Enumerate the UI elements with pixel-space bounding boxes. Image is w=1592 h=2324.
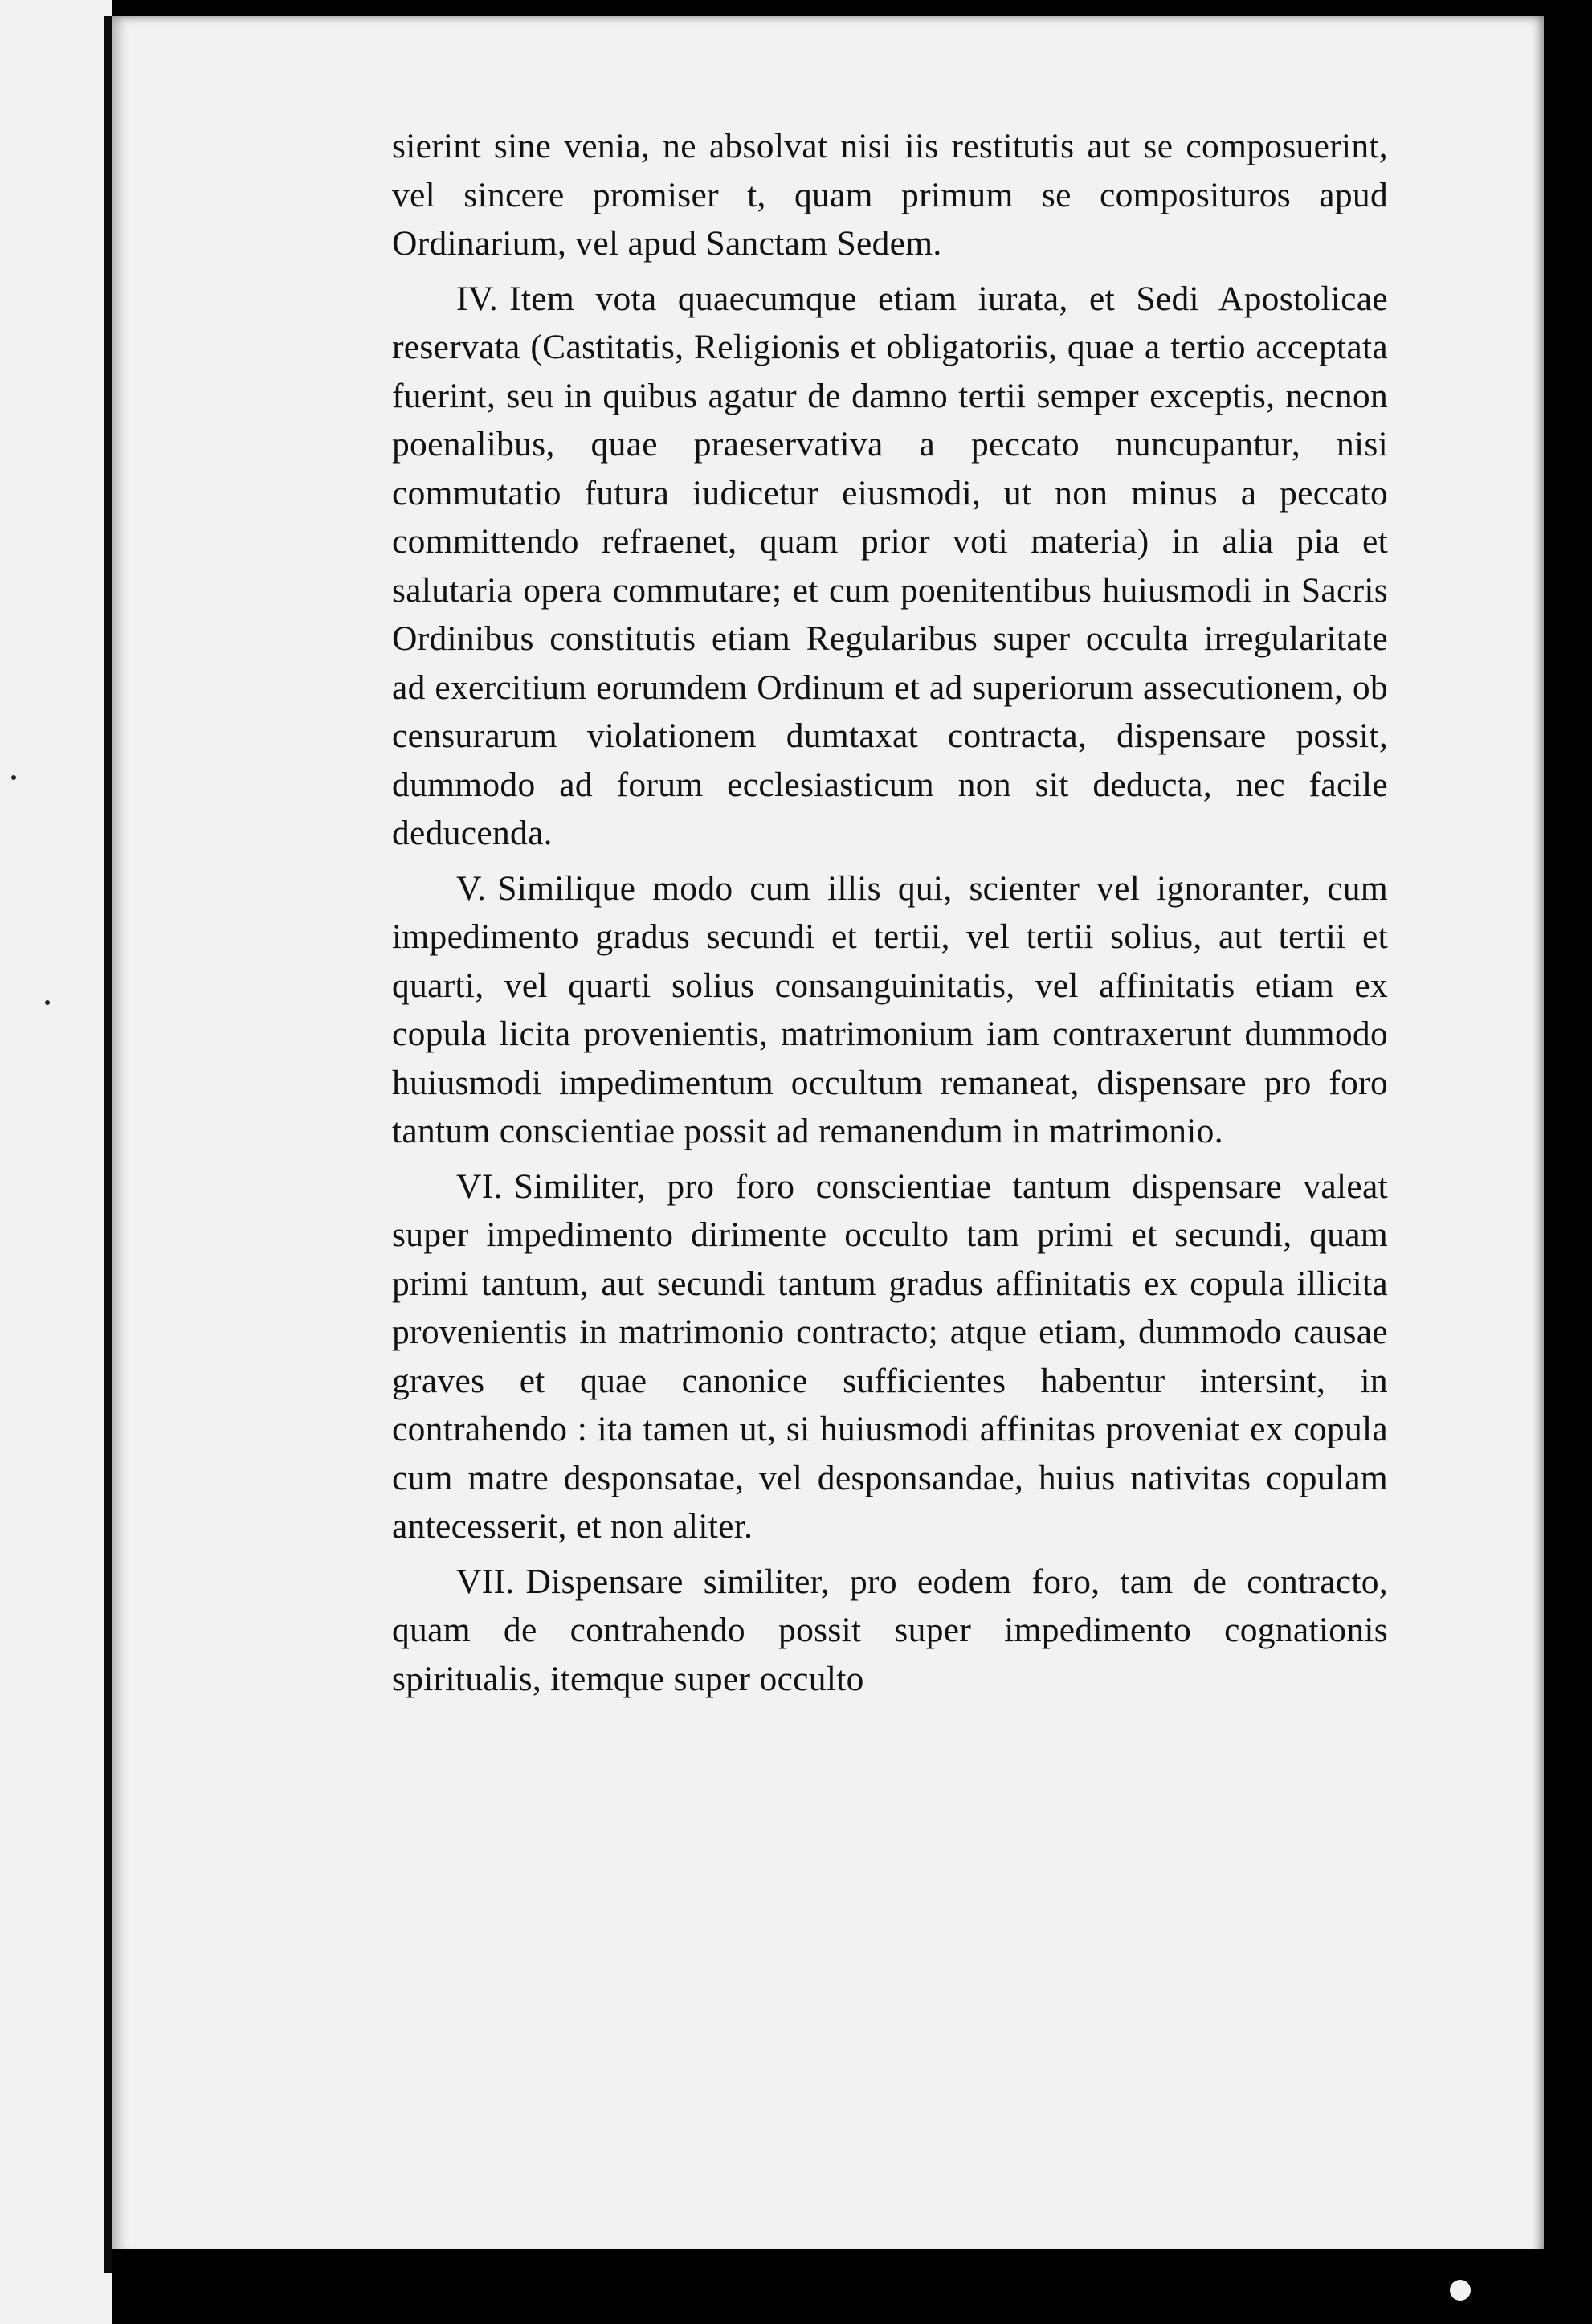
paragraph-text: sierint sine venia, ne absolvat nisi iis restitutis aut se composuerint, vel sincere promiser t, quam primum se composituros apud Ordinarium, vel apud Sanctam Sedem.: [392, 127, 1388, 263]
paragraph-text: Similique modo cum illis qui, scienter vel ignoranter, cum impedimento gradus secundi et tertii, vel tertii solius, aut tertii et quarti, vel quarti solius consanguinitatis, vel affinitatis etiam ex copula licita provenientis, matrimonium iam contraxerunt dummodo huiusmodi impedimentum occultum remaneat, dispensare pro foro tantum conscientiae possit ad remanendum in matrimonio.: [392, 868, 1388, 1150]
scan-speck: [45, 1000, 50, 1005]
section-numeral: IV.: [456, 279, 499, 318]
paragraph-text: Dispensare similiter, pro eodem foro, tam de contracto, quam de contrahendo possit super impedimento cognationis spiritualis, itemque super occulto: [392, 1562, 1388, 1698]
binding-edge: [104, 16, 112, 2273]
document-body: [392, 122, 1388, 1709]
scanner-mark-icon: [1450, 2280, 1471, 2301]
paragraph-v: [392, 864, 1388, 1156]
paragraph-vii: [392, 1558, 1388, 1704]
paragraph-vi: [392, 1162, 1388, 1551]
paragraph-continuation: [392, 122, 1388, 268]
bottom-scan-edge: [112, 2249, 1592, 2324]
left-margin-strip: [0, 0, 112, 2324]
paragraph-text: Item vota quaecumque etiam iurata, et Sedi Apostolicae reservata (Castitatis, Religionis et obligatoriis, quae a tertio acceptata fuerint, seu in quibus agatur de damno tertii semper exceptis, necnon poenalibus, quae praeservativa a peccato nuncupantur, nisi commutatio futura iudicetur eiusmodi, ut non minus a peccato committendo refraenet, quam prior voti materia) in alia pia et salutaria opera commutare; et cum poenitentibus huiusmodi in Sacris Ordinibus constitutis etiam Regularibus super occulta irregularitate ad exercitium eorumdem Ordinum et ad superiorum assecutionem, ob censurarum violationem dumtaxat contracta, dispensare possit, dummodo ad forum ecclesiasticum non sit deducta, nec facile deducenda.: [392, 279, 1388, 852]
section-numeral: VII.: [456, 1562, 515, 1601]
scan-speck: [11, 775, 16, 780]
section-numeral: V.: [456, 868, 487, 908]
section-numeral: VI.: [456, 1166, 503, 1206]
paragraph-iv: [392, 275, 1388, 858]
right-scan-edge: [1544, 0, 1592, 2324]
paragraph-text: Similiter, pro foro conscientiae tantum dispensare valeat super impedimento dirimente occulto tam primi et secundi, quam primi tantum, aut secundi tantum gradus affinitatis ex copula illicita provenientis in matrimonio contracto; atque etiam, dummodo causae graves et quae canonice sufficientes habentur intersint, in contrahendo : ita tamen ut, si huiusmodi affinitas proveniat ex copula cum matre desponsatae, vel desponsandae, huius nativitas copulam antecesserit, et non aliter.: [392, 1166, 1388, 1546]
